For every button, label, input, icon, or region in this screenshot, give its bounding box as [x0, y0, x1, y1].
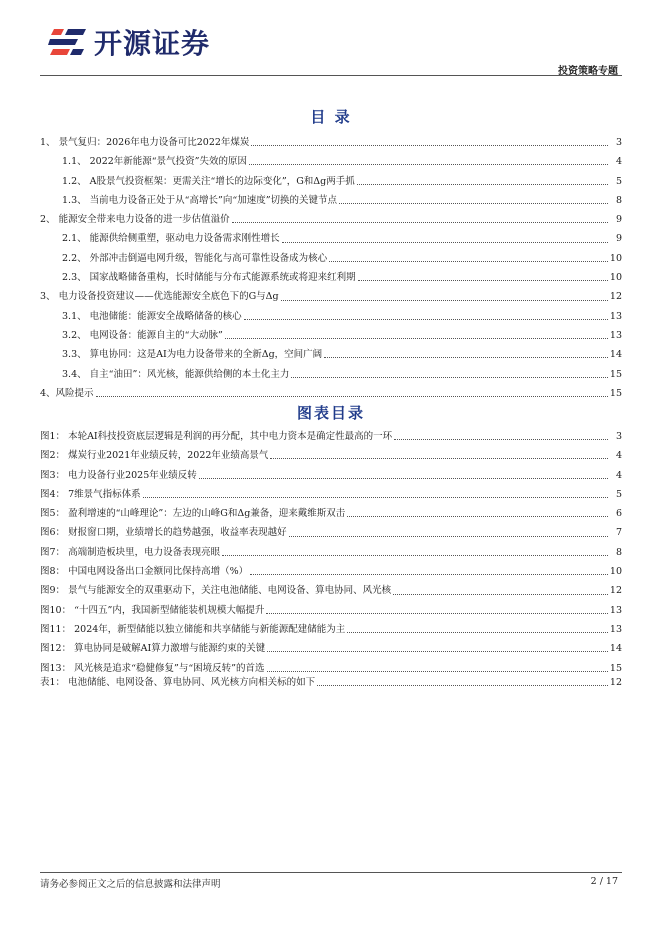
dot-leader	[232, 222, 608, 223]
toc-entry[interactable]	[40, 287, 622, 306]
table-entry[interactable]	[40, 673, 622, 692]
figure-entry[interactable]	[40, 543, 622, 562]
header-divider	[40, 75, 622, 76]
figure-entry-page: 8	[615, 546, 622, 558]
toc-entry-label: 2、 能源安全带来电力设备的进一步估值溢价	[40, 214, 230, 226]
figure-entry-label: 图6： 财报窗口期，业绩增长的趋势越强，收益率表现越好	[40, 527, 287, 539]
dot-leader	[393, 594, 608, 595]
dot-leader	[317, 685, 608, 686]
figure-entry-page: 4	[615, 450, 622, 462]
toc-entry-label: 3、 电力设备投资建议——优选能源安全底色下的G与Δg	[40, 291, 279, 303]
figure-entry-label: 图8： 中国电网设备出口金额同比保持高增（%）	[40, 566, 249, 578]
figures-title: 图表目录	[296, 404, 365, 422]
dot-leader	[339, 203, 608, 204]
dot-leader	[251, 145, 608, 146]
figure-entry-page: 7	[615, 527, 622, 539]
dot-leader	[394, 439, 608, 440]
figure-entry[interactable]	[40, 466, 622, 485]
figure-entry-page: 14	[609, 643, 622, 655]
figure-entry-label: 图9： 景气与能源安全的双重驱动下，关注电池储能、电网设备、算电协同、风光核	[40, 585, 392, 597]
toc-entry-label: 3.1、 电池储能：能源安全战略储备的核心	[62, 310, 242, 322]
figure-entry-page: 12	[609, 585, 622, 597]
toc-entry-page: 15	[609, 368, 622, 380]
figure-entry-page: 3	[615, 431, 622, 442]
table-entry-page: 12	[609, 677, 622, 688]
logo-mark-icon	[48, 25, 88, 59]
figure-entry-page: 10	[609, 566, 622, 578]
toc-title: 目 录	[310, 108, 352, 126]
toc-entry-label: 1、 景气复归：2026年电力设备可比2022年煤炭	[40, 137, 250, 148]
dot-leader	[249, 164, 608, 165]
dot-leader	[357, 184, 608, 185]
toc-entry[interactable]	[40, 345, 622, 364]
figure-entry-label: 图3： 电力设备行业2025年业绩反转	[40, 469, 197, 481]
dot-leader	[267, 671, 608, 672]
toc-entry-page: 4	[615, 156, 622, 168]
toc-entry-label: 3.3、 算电协同：这是AI为电力设备带来的全新Δg，空间广阔	[62, 349, 323, 361]
dot-leader	[244, 319, 608, 320]
tables-list	[40, 673, 622, 692]
toc-entry-page: 8	[615, 194, 622, 206]
figure-entry-page: 15	[609, 662, 622, 674]
toc-entry-label: 2.3、 国家战略储备重构，长时储能与分布式能源系统或将迎来红利期	[62, 272, 356, 284]
toc-entry[interactable]	[40, 229, 622, 248]
toc-entry-page: 12	[609, 291, 622, 303]
figure-entry[interactable]	[40, 446, 622, 465]
dot-leader	[199, 478, 608, 479]
toc-entry-label: 1.2、 A股景气投资框架：更需关注“增长的边际变化”，G和Δg两手抓	[62, 175, 355, 187]
figure-entry[interactable]	[40, 601, 622, 620]
toc-entry[interactable]	[40, 307, 622, 326]
dot-leader	[347, 632, 608, 633]
toc-entry-page: 9	[615, 233, 622, 245]
dot-leader	[250, 574, 608, 575]
figure-entry-label: 图2： 煤炭行业2021年业绩反转，2022年业绩高景气	[40, 450, 269, 462]
dot-leader	[347, 516, 608, 517]
figures-list	[40, 427, 622, 678]
dot-leader	[291, 377, 608, 378]
toc-list	[40, 133, 622, 403]
figure-entry-label: 图4： 7维景气指标体系	[40, 488, 141, 500]
toc-entry-page: 9	[615, 214, 622, 226]
dot-leader	[143, 497, 608, 498]
figure-entry-page: 6	[615, 508, 622, 520]
dot-leader	[282, 242, 608, 243]
figure-entry[interactable]	[40, 581, 622, 600]
toc-entry-label: 3.2、 电网设备：能源自主的“大动脉”	[62, 329, 223, 341]
toc-entry-page: 10	[609, 252, 622, 264]
dot-leader	[324, 357, 608, 358]
toc-entry[interactable]	[40, 326, 622, 345]
figure-entry-page: 13	[609, 623, 622, 635]
dot-leader	[225, 338, 608, 339]
dot-leader	[281, 300, 608, 301]
figure-entry[interactable]	[40, 523, 622, 542]
toc-entry[interactable]	[40, 152, 622, 171]
toc-entry-label: 1.3、 当前电力设备正处于从“高增长”向“加速度”切换的关键节点	[62, 194, 338, 206]
figure-entry-label: 图13： 风光核是追求“稳健修复”与“困境反转”的首选	[40, 662, 265, 674]
toc-entry[interactable]	[40, 191, 622, 210]
dot-leader	[358, 280, 608, 281]
dot-leader	[329, 261, 608, 262]
figure-entry[interactable]	[40, 504, 622, 523]
toc-entry[interactable]	[40, 249, 622, 268]
dot-leader	[96, 396, 608, 397]
toc-entry-label: 4、风险提示	[40, 387, 94, 399]
footer-disclaimer: 请务必参阅正文之后的信息披露和法律声明	[40, 879, 221, 890]
company-logo	[48, 22, 210, 62]
figure-entry[interactable]	[40, 427, 622, 446]
table-entry-label: 表1： 电池储能、电网设备、算电协同、风光核方向相关标的如下	[40, 677, 316, 688]
toc-entry-page: 15	[609, 387, 622, 399]
figure-entry-label: 图11： 2024年，新型储能以独立储能和共享储能与新能源配建储能为主	[40, 623, 346, 635]
figure-entry-page: 13	[609, 604, 622, 616]
figure-entry-page: 4	[615, 469, 622, 481]
toc-entry[interactable]	[40, 365, 622, 384]
dot-leader	[289, 536, 608, 537]
toc-entry-label: 2.2、 外部冲击倒逼电网升级，智能化与高可靠性设备成为核心	[62, 252, 328, 264]
toc-entry-page: 13	[609, 329, 622, 341]
figure-entry[interactable]	[40, 485, 622, 504]
report-category: 投资策略专题	[558, 66, 618, 77]
toc-entry[interactable]	[40, 133, 622, 152]
toc-entry[interactable]	[40, 268, 622, 287]
figure-entry-label: 图12： 算电协同是破解AI算力激增与能源约束的关键	[40, 643, 266, 655]
toc-entry-page: 3	[615, 137, 622, 148]
toc-entry-label: 3.4、 自主“油田”：风光核，能源供给侧的本土化主力	[62, 368, 290, 380]
logo-text: 开源证券	[94, 27, 211, 60]
toc-entry-label: 2.1、 能源供给侧重塑，驱动电力设备需求刚性增长	[62, 233, 280, 245]
toc-entry-page: 5	[615, 175, 622, 187]
figure-entry[interactable]	[40, 620, 622, 639]
toc-entry-page: 10	[609, 272, 622, 284]
toc-entry-label: 1.1、 2022年新能源“景气投资”失效的原因	[62, 156, 248, 168]
dot-leader	[266, 613, 608, 614]
figure-entry[interactable]	[40, 639, 622, 658]
toc-entry-page: 13	[609, 310, 622, 322]
toc-entry-page: 14	[609, 349, 622, 361]
dot-leader	[270, 458, 608, 459]
footer-divider	[40, 872, 622, 873]
figure-entry-label: 图1： 本轮AI科技投资底层逻辑是利润的再分配，其中电力资本是确定性最高的一环	[40, 431, 393, 442]
dot-leader	[222, 555, 608, 556]
figure-entry[interactable]	[40, 562, 622, 581]
toc-entry[interactable]	[40, 384, 622, 403]
toc-entry[interactable]	[40, 172, 622, 191]
figure-entry-label: 图10： “十四五”内，我国新型储能装机规模大幅提升	[40, 604, 265, 616]
figure-entry-label: 图7： 高端制造板块里，电力设备表现亮眼	[40, 546, 221, 558]
dot-leader	[267, 651, 608, 652]
footer-page-number: 2 / 17	[590, 876, 618, 887]
figure-entry-page: 5	[615, 488, 622, 500]
toc-entry[interactable]	[40, 210, 622, 229]
figure-entry-label: 图5： 盈利增速的“山峰理论”：左边的山峰G和Δg兼备，迎来戴维斯双击	[40, 508, 346, 520]
